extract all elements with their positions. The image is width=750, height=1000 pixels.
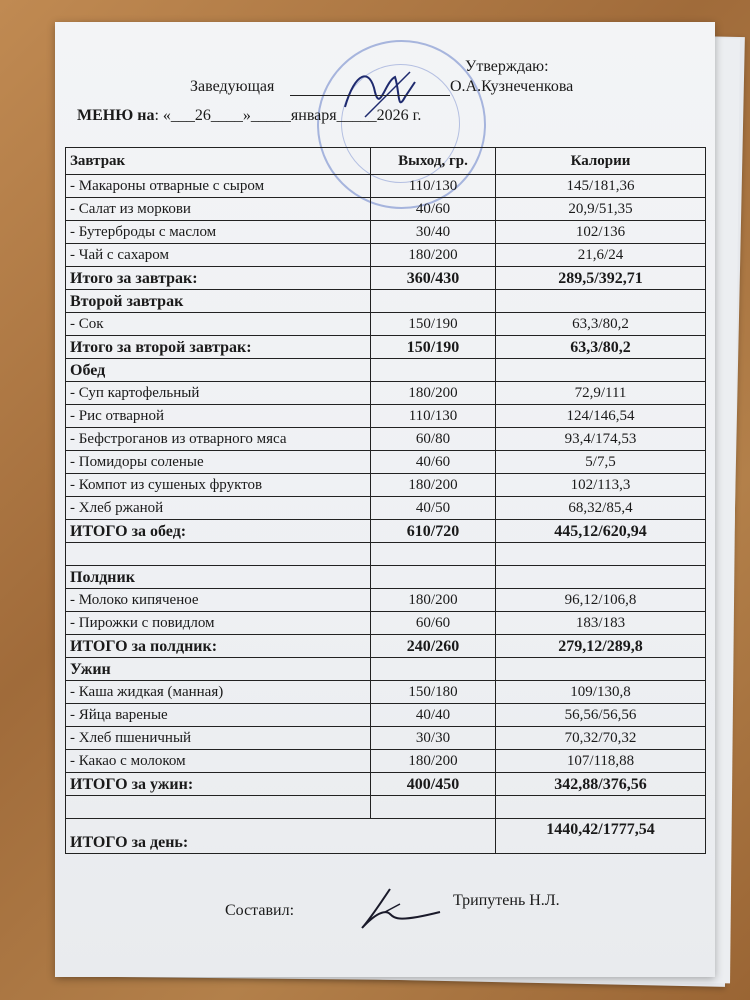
menu-item-row [66, 612, 706, 635]
menu-item-row [66, 428, 706, 451]
calories-cell: 63,3/80,2 [496, 336, 706, 359]
calories-cell: 289,5/392,71 [496, 267, 706, 290]
calories-cell: 109/130,8 [496, 681, 706, 704]
column-header-calories: Калории [496, 148, 706, 175]
calories-cell: 93,4/174,53 [496, 428, 706, 451]
calories-cell: 72,9/111 [496, 382, 706, 405]
weight-cell [371, 359, 496, 382]
dish-name-cell: - Компот из сушеных фруктов [66, 474, 371, 497]
dish-name-cell: - Суп картофельный [66, 382, 371, 405]
weight-cell: 30/40 [371, 221, 496, 244]
menu-item-row [66, 704, 706, 727]
section-header-row [66, 566, 706, 589]
menu-label: МЕНЮ на [77, 107, 155, 124]
dish-name-cell: Полдник [66, 566, 371, 589]
section-header-row [66, 290, 706, 313]
weight-cell: 40/60 [371, 198, 496, 221]
dish-name-cell [66, 796, 371, 819]
dish-name-cell: - Помидоры соленые [66, 451, 371, 474]
weight-cell [371, 290, 496, 313]
menu-item-row [66, 681, 706, 704]
signature-line [290, 95, 450, 96]
dish-name-cell: - Какао с молоком [66, 750, 371, 773]
dish-name-cell: Итого за завтрак: [66, 267, 371, 290]
menu-document [55, 22, 715, 977]
blank-row [66, 543, 706, 566]
calories-cell: 107/118,88 [496, 750, 706, 773]
dish-name-cell: - Хлеб пшеничный [66, 727, 371, 750]
weight-cell: 150/180 [371, 681, 496, 704]
dish-name-cell: - Бефстроганов из отварного мяса [66, 428, 371, 451]
menu-month: января [290, 107, 337, 124]
menu-item-row [66, 382, 706, 405]
dish-name-cell: - Рис отварной [66, 405, 371, 428]
dish-name-cell [66, 543, 371, 566]
dish-name-cell: Ужин [66, 658, 371, 681]
menu-item-row [66, 405, 706, 428]
composed-by-label: Составил: [225, 902, 295, 919]
manager-label: Заведующая [190, 78, 275, 95]
dish-name-cell: - Салат из моркови [66, 198, 371, 221]
subtotal-row [66, 267, 706, 290]
calories-cell: 96,12/106,8 [496, 589, 706, 612]
calories-cell: 342,88/376,56 [496, 773, 706, 796]
day-total-label: ИТОГО за день: [66, 819, 496, 854]
table-header-row [66, 148, 706, 175]
weight-cell: 40/60 [371, 451, 496, 474]
calories-cell: 124/146,54 [496, 405, 706, 428]
dish-name-cell: - Бутерброды с маслом [66, 221, 371, 244]
dish-name-cell: - Каша жидкая (манная) [66, 681, 371, 704]
subtotal-row [66, 635, 706, 658]
weight-cell: 400/450 [371, 773, 496, 796]
calories-cell: 20,9/51,35 [496, 198, 706, 221]
menu-item-row [66, 313, 706, 336]
weight-cell: 150/190 [371, 313, 496, 336]
dish-name-cell: - Макароны отварные с сыром [66, 175, 371, 198]
menu-year: _____2026 г. [336, 107, 422, 124]
date-mid: »_____ [242, 107, 291, 124]
menu-item-row [66, 175, 706, 198]
weight-cell: 180/200 [371, 244, 496, 267]
menu-item-row [66, 750, 706, 773]
day-total-row [66, 819, 706, 854]
menu-item-row [66, 451, 706, 474]
weight-cell: 60/60 [371, 612, 496, 635]
calories-cell: 445,12/620,94 [496, 520, 706, 543]
menu-item-row [66, 244, 706, 267]
weight-cell: 40/40 [371, 704, 496, 727]
dish-name-cell: - Чай с сахаром [66, 244, 371, 267]
calories-cell: 145/181,36 [496, 175, 706, 198]
weight-cell: 360/430 [371, 267, 496, 290]
dish-name-cell: - Хлеб ржаной [66, 497, 371, 520]
dish-name-cell: ИТОГО за обед: [66, 520, 371, 543]
calories-cell: 56,56/56,56 [496, 704, 706, 727]
day-total-calories: 1440,42/1777,54 [496, 819, 706, 854]
calories-cell [496, 359, 706, 382]
composer-signature [340, 884, 450, 934]
calories-cell: 63,3/80,2 [496, 313, 706, 336]
document-header [55, 22, 715, 162]
dish-name-cell: Обед [66, 359, 371, 382]
weight-cell: 180/200 [371, 589, 496, 612]
calories-cell [496, 290, 706, 313]
dish-name-cell: Второй завтрак [66, 290, 371, 313]
weight-cell [371, 658, 496, 681]
calories-cell: 70,32/70,32 [496, 727, 706, 750]
composer-name: Трипутень Н.Л. [453, 892, 560, 909]
menu-day: ___26____ [170, 107, 243, 124]
weight-cell: 40/50 [371, 497, 496, 520]
calories-cell: 102/113,3 [496, 474, 706, 497]
weight-cell: 180/200 [371, 750, 496, 773]
subtotal-row [66, 336, 706, 359]
manager-name: О.А.Кузнеченкова [450, 78, 574, 95]
weight-cell: 180/200 [371, 474, 496, 497]
weight-cell: 110/130 [371, 175, 496, 198]
menu-table-body [66, 175, 706, 854]
dish-name-cell: Итого за второй завтрак: [66, 336, 371, 359]
weight-cell: 60/80 [371, 428, 496, 451]
menu-table [65, 147, 706, 854]
menu-date-line [77, 107, 421, 125]
calories-cell: 21,6/24 [496, 244, 706, 267]
dish-name-cell: - Молоко кипяченое [66, 589, 371, 612]
calories-cell [496, 566, 706, 589]
menu-item-row [66, 474, 706, 497]
section-header-row [66, 359, 706, 382]
weight-cell [371, 543, 496, 566]
calories-cell: 279,12/289,8 [496, 635, 706, 658]
column-header-meal: Завтрак [66, 148, 371, 175]
dish-name-cell: - Пирожки с повидлом [66, 612, 371, 635]
subtotal-row [66, 520, 706, 543]
weight-cell: 150/190 [371, 336, 496, 359]
weight-cell [371, 566, 496, 589]
calories-cell: 68,32/85,4 [496, 497, 706, 520]
dish-name-cell: ИТОГО за ужин: [66, 773, 371, 796]
dish-name-cell: ИТОГО за полдник: [66, 635, 371, 658]
dish-name-cell: - Сок [66, 313, 371, 336]
weight-cell [371, 796, 496, 819]
calories-cell: 5/7,5 [496, 451, 706, 474]
calories-cell [496, 543, 706, 566]
menu-item-row [66, 589, 706, 612]
calories-cell: 183/183 [496, 612, 706, 635]
menu-item-row [66, 198, 706, 221]
menu-item-row [66, 221, 706, 244]
weight-cell: 30/30 [371, 727, 496, 750]
column-header-weight: Выход, гр. [371, 148, 496, 175]
blank-row [66, 796, 706, 819]
weight-cell: 610/720 [371, 520, 496, 543]
calories-cell [496, 658, 706, 681]
date-prefix: : « [154, 107, 171, 124]
calories-cell: 102/136 [496, 221, 706, 244]
section-header-row [66, 658, 706, 681]
weight-cell: 240/260 [371, 635, 496, 658]
weight-cell: 110/130 [371, 405, 496, 428]
menu-item-row [66, 727, 706, 750]
calories-cell [496, 796, 706, 819]
dish-name-cell: - Яйца вареные [66, 704, 371, 727]
approval-title: Утверждаю: [465, 58, 549, 75]
menu-item-row [66, 497, 706, 520]
subtotal-row [66, 773, 706, 796]
weight-cell: 180/200 [371, 382, 496, 405]
